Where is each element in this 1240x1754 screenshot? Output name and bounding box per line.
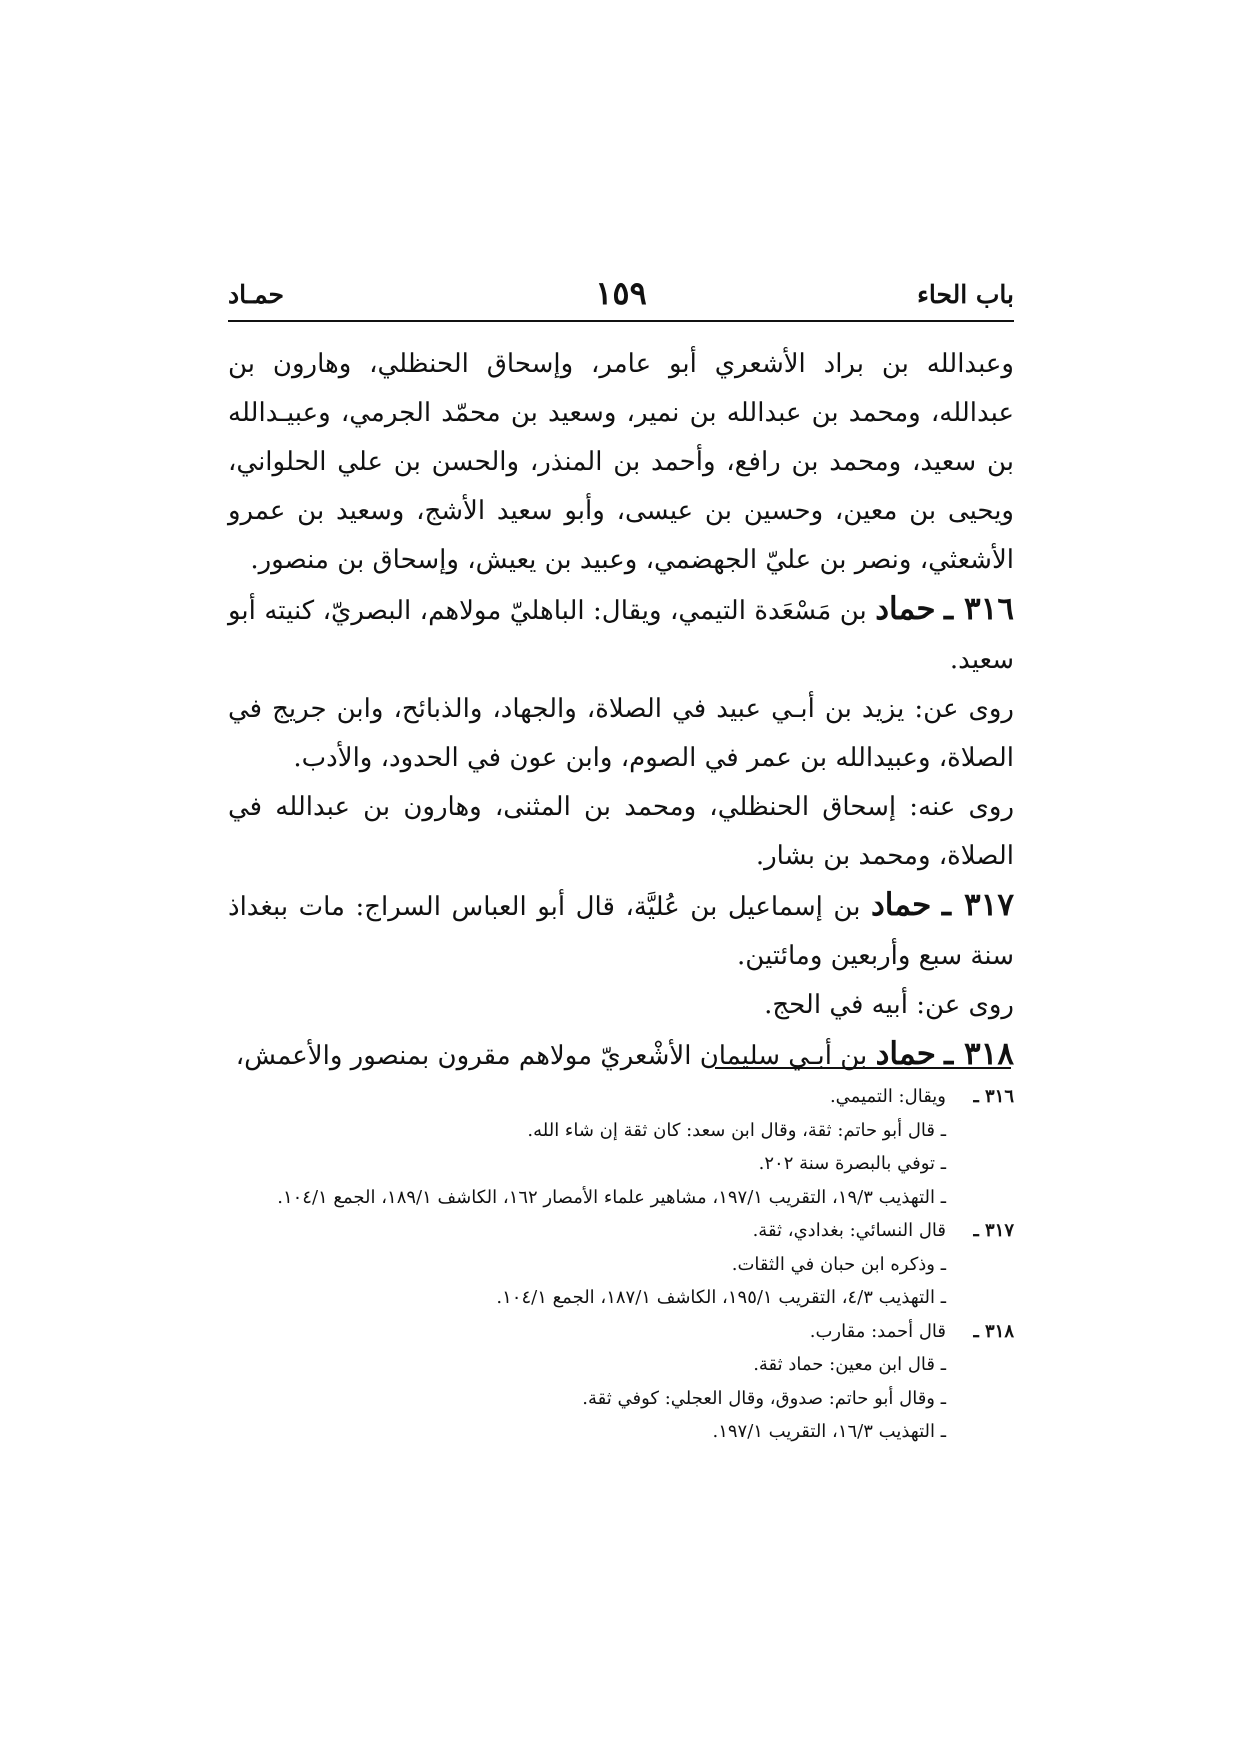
footnote-line: ـ وذكره ابن حبان في الثقات. [731,1253,946,1275]
continuation-paragraph: وعبدالله بن براد الأشعري أبو عامر، وإسحاق الحنظلي، وهارون بن عبدالله، ومحمد بن عبدالله بن نمير، وسعيد بن محمّد الجرمي، وعبيـدالله بن سعيد، ومحمد بن رافع، وأحمد بن المنذر، والحسن بن علي الحلواني، ويحيى بن معين، وحسين بن عيسى، وأبو سعيد الأشج، وسعيد بن عمرو الأشعثي، ونصر بن عليّ الجهضمي، وعبيد بن يعيش، وإسحاق بن منصور. [228,349,1014,575]
entry-316-heading [228,585,1014,685]
footnote-number: ٣١٧ ـ [973,1220,1014,1241]
footnote-line: ـ التهذيب ١٦/٣، التقريب ١٩٧/١. [712,1421,946,1442]
entry-title: بن إسماعيل بن عُليَّة، قال أبو العباس السراج: مات ببغداذ سنة سبع وأربعين ومائتين. [228,892,1014,971]
entry-317-heading [228,881,1014,981]
footnote-number: ٣١٦ ـ [973,1086,1014,1107]
entry-316-narrated-by: روى عنه: إسحاق الحنظلي، ومحمد بن المثنى، وهارون بن عبدالله في الصلاة، ومحمد بن بشار. [228,792,1014,871]
footnote-316 [228,1080,1014,1214]
entry-name: حماد [875,591,936,627]
footnote-line: ـ التهذيب ١٩/٣، التقريب ١٩٧/١، مشاهير علماء الأمصار ١٦٢، الكاشف ١٨٩/١، الجمع ١٠٤/١. [277,1186,946,1208]
main-text [228,340,1014,1081]
entry-316-narrated-from: روى عن: يزيد بن أبـي عبيد في الصلاة، والجهاد، والذبائح، وابن جريج في الصلاة، وعبيدالله بن عمر في الصوم، وابن عون في الحدود، والأدب. [228,694,1014,773]
footnote-line: قال أحمد: مقارب. [809,1320,946,1342]
footnote-line: ـ توفي بالبصرة سنة ٢٠٢. [758,1153,946,1174]
footnote-line: ـ التهذيب ٤/٣، التقريب ١٩٥/١، الكاشف ١٨٧/١، الجمع ١٠٤/١. [496,1287,946,1308]
footnote-317 [228,1214,1014,1315]
entry-title: بن أبـي سليمان الأشْعريّ مولاهم مقرون بمنصور والأعمش، [235,1041,868,1071]
footnote-line: قال النسائي: بغدادي، ثقة. [752,1220,946,1241]
entry-317-narrated-from: روى عن: أبيه في الحج. [764,990,1014,1020]
running-header [228,274,1014,322]
footnote-line: ويقال: التميمي. [829,1086,946,1107]
chapter-title: باب الحاء [917,280,1014,309]
footnote-line: ـ قال ابن معين: حماد ثقة. [753,1354,946,1375]
footnote-318 [228,1315,1014,1449]
entry-318-heading [228,1030,1014,1081]
header-keyword: حمـاد [228,280,284,309]
footnote-line: ـ وقال أبو حاتم: صدوق، وقال العجلي: كوفي ثقة. [582,1387,946,1409]
entry-name: حماد [871,887,932,923]
footnote-number: ٣١٨ ـ [973,1320,1014,1342]
page-number: ١٥٩ [595,274,647,312]
footnote-divider [715,1067,1011,1069]
footnotes [228,1080,1014,1449]
entry-number: ٣١٧ ـ [941,887,1014,923]
footnote-line: ـ قال أبو حاتم: ثقة، وقال ابن سعد: كان ثقة إن شاء الله. [527,1119,946,1141]
entry-number: ٣١٦ ـ [944,591,1014,627]
entry-name: حماد [875,1036,936,1072]
entry-title: بن مَسْعَدة التيمي، ويقال: الباهليّ مولاهم، البصريّ، كنيته أبو سعيد. [228,596,1014,675]
entry-number: ٣١٨ ـ [944,1036,1014,1072]
